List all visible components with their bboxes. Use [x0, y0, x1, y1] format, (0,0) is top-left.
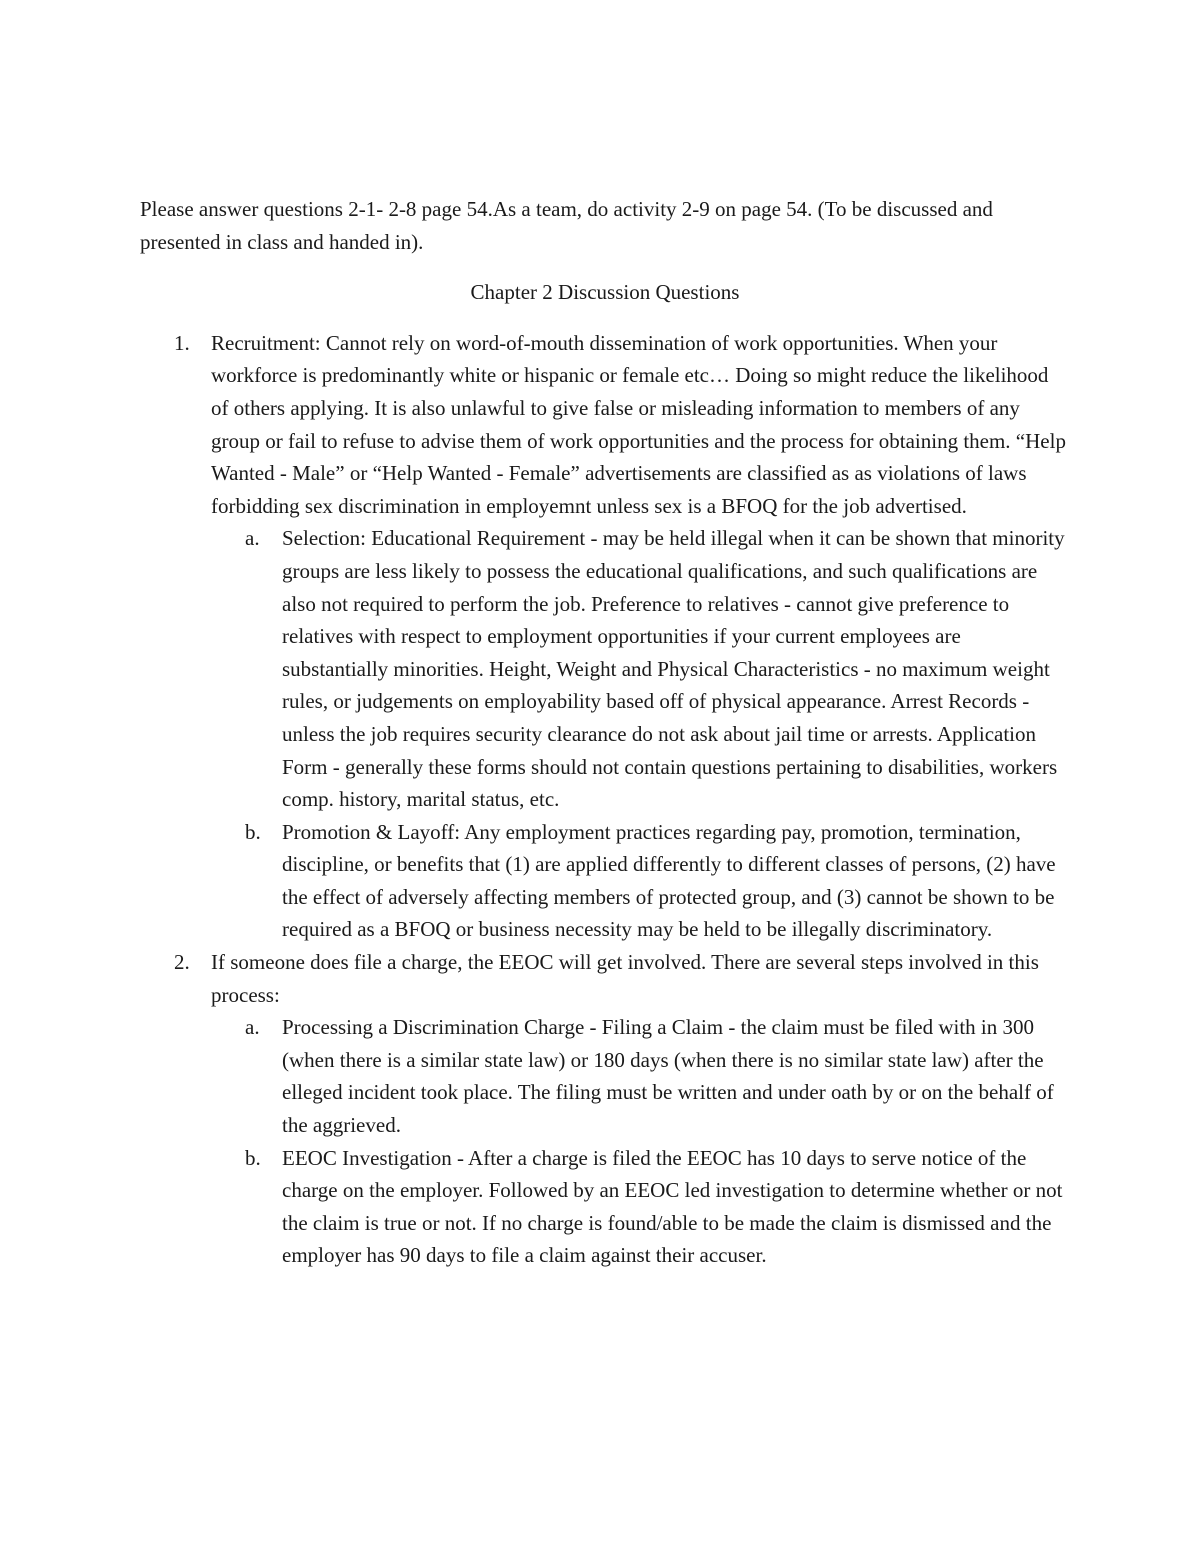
sub-list	[211, 1011, 1070, 1272]
sub-item-1a	[211, 522, 1070, 815]
sub-list	[211, 522, 1070, 946]
page-title: Chapter 2 Discussion Questions	[470, 280, 740, 305]
sub-item-text: EEOC Investigation - After a charge is filed the EEOC has 10 days to serve notice of the charge on the employer. Followed by an EEOC led investigation to determine whether or not the claim is true or not. If no charge is found/able to be made the claim is dismissed and the employer has 90 days to file a claim against their accuser.	[282, 1145, 1063, 1268]
sub-item-2a	[211, 1011, 1070, 1141]
question-list	[140, 327, 1070, 1272]
list-number: 1.	[174, 330, 190, 355]
sub-item-2b	[211, 1142, 1070, 1272]
sub-item-text: Processing a Discrimination Charge - Filing a Claim - the claim must be filed with in 300 (when there is a similar state law) or 180 days (when there is no similar state law) after the elleged incident took place. The filing must be written and under oath by or on the behalf of the aggrieved.	[282, 1015, 1054, 1138]
sub-item-letter: b.	[245, 1145, 261, 1170]
sub-item-text: Selection: Educational Requirement - may be held illegal when it can be shown that minority groups are less likely to possess the educational qualifications, and such qualifications are also not required to perform the job. Preference to relatives - cannot give preference to relatives with respect to employment opportunities if your current employees are substantially minorities. Height, Weight and Physical Characteristics - no maximum weight rules, or judgements on employability based off of physical appearance. Arrest Records - unless the job requires security clearance do not ask about jail time or arrests. Application Form - generally these forms should not contain questions pertaining to disabilities, workers comp. history, marital status, etc.	[282, 526, 1065, 812]
document-page	[140, 193, 1070, 1272]
sub-item-letter: b.	[245, 819, 261, 844]
intro-paragraph: Please answer questions 2-1- 2-8 page 54.As a team, do activity 2-9 on page 54. (To be discussed and presented in class and handed in).	[140, 197, 993, 254]
sub-item-1b	[211, 816, 1070, 946]
sub-item-letter: a.	[245, 1015, 260, 1040]
list-item-2	[140, 946, 1070, 1272]
list-number: 2.	[174, 950, 190, 975]
list-item-1	[140, 327, 1070, 946]
sub-item-letter: a.	[245, 526, 260, 551]
list-item-text: If someone does file a charge, the EEOC will get involved. There are several steps involved in this process:	[211, 950, 1039, 1007]
list-item-text: Recruitment: Cannot rely on word-of-mouth dissemination of work opportunities. When your workforce is predominantly white or hispanic or female etc… Doing so might reduce the likelihood of others applying. It is also unlawful to give false or misleading information to members of any group or fail to refuse to advise them of work opportunities and the process for obtaining them. “Help Wanted - Male” or “Help Wanted - Female” advertisements are classified as as violations of laws forbidding sex discrimination in employemnt unless sex is a BFOQ for the job advertised.	[211, 330, 1066, 518]
sub-item-text: Promotion & Layoff: Any employment practices regarding pay, promotion, termination, discipline, or benefits that (1) are applied differently to different classes of persons, (2) have the effect of adversely affecting members of protected group, and (3) cannot be shown to be required as a BFOQ or business necessity may be held to be illegally discriminatory.	[282, 819, 1056, 942]
